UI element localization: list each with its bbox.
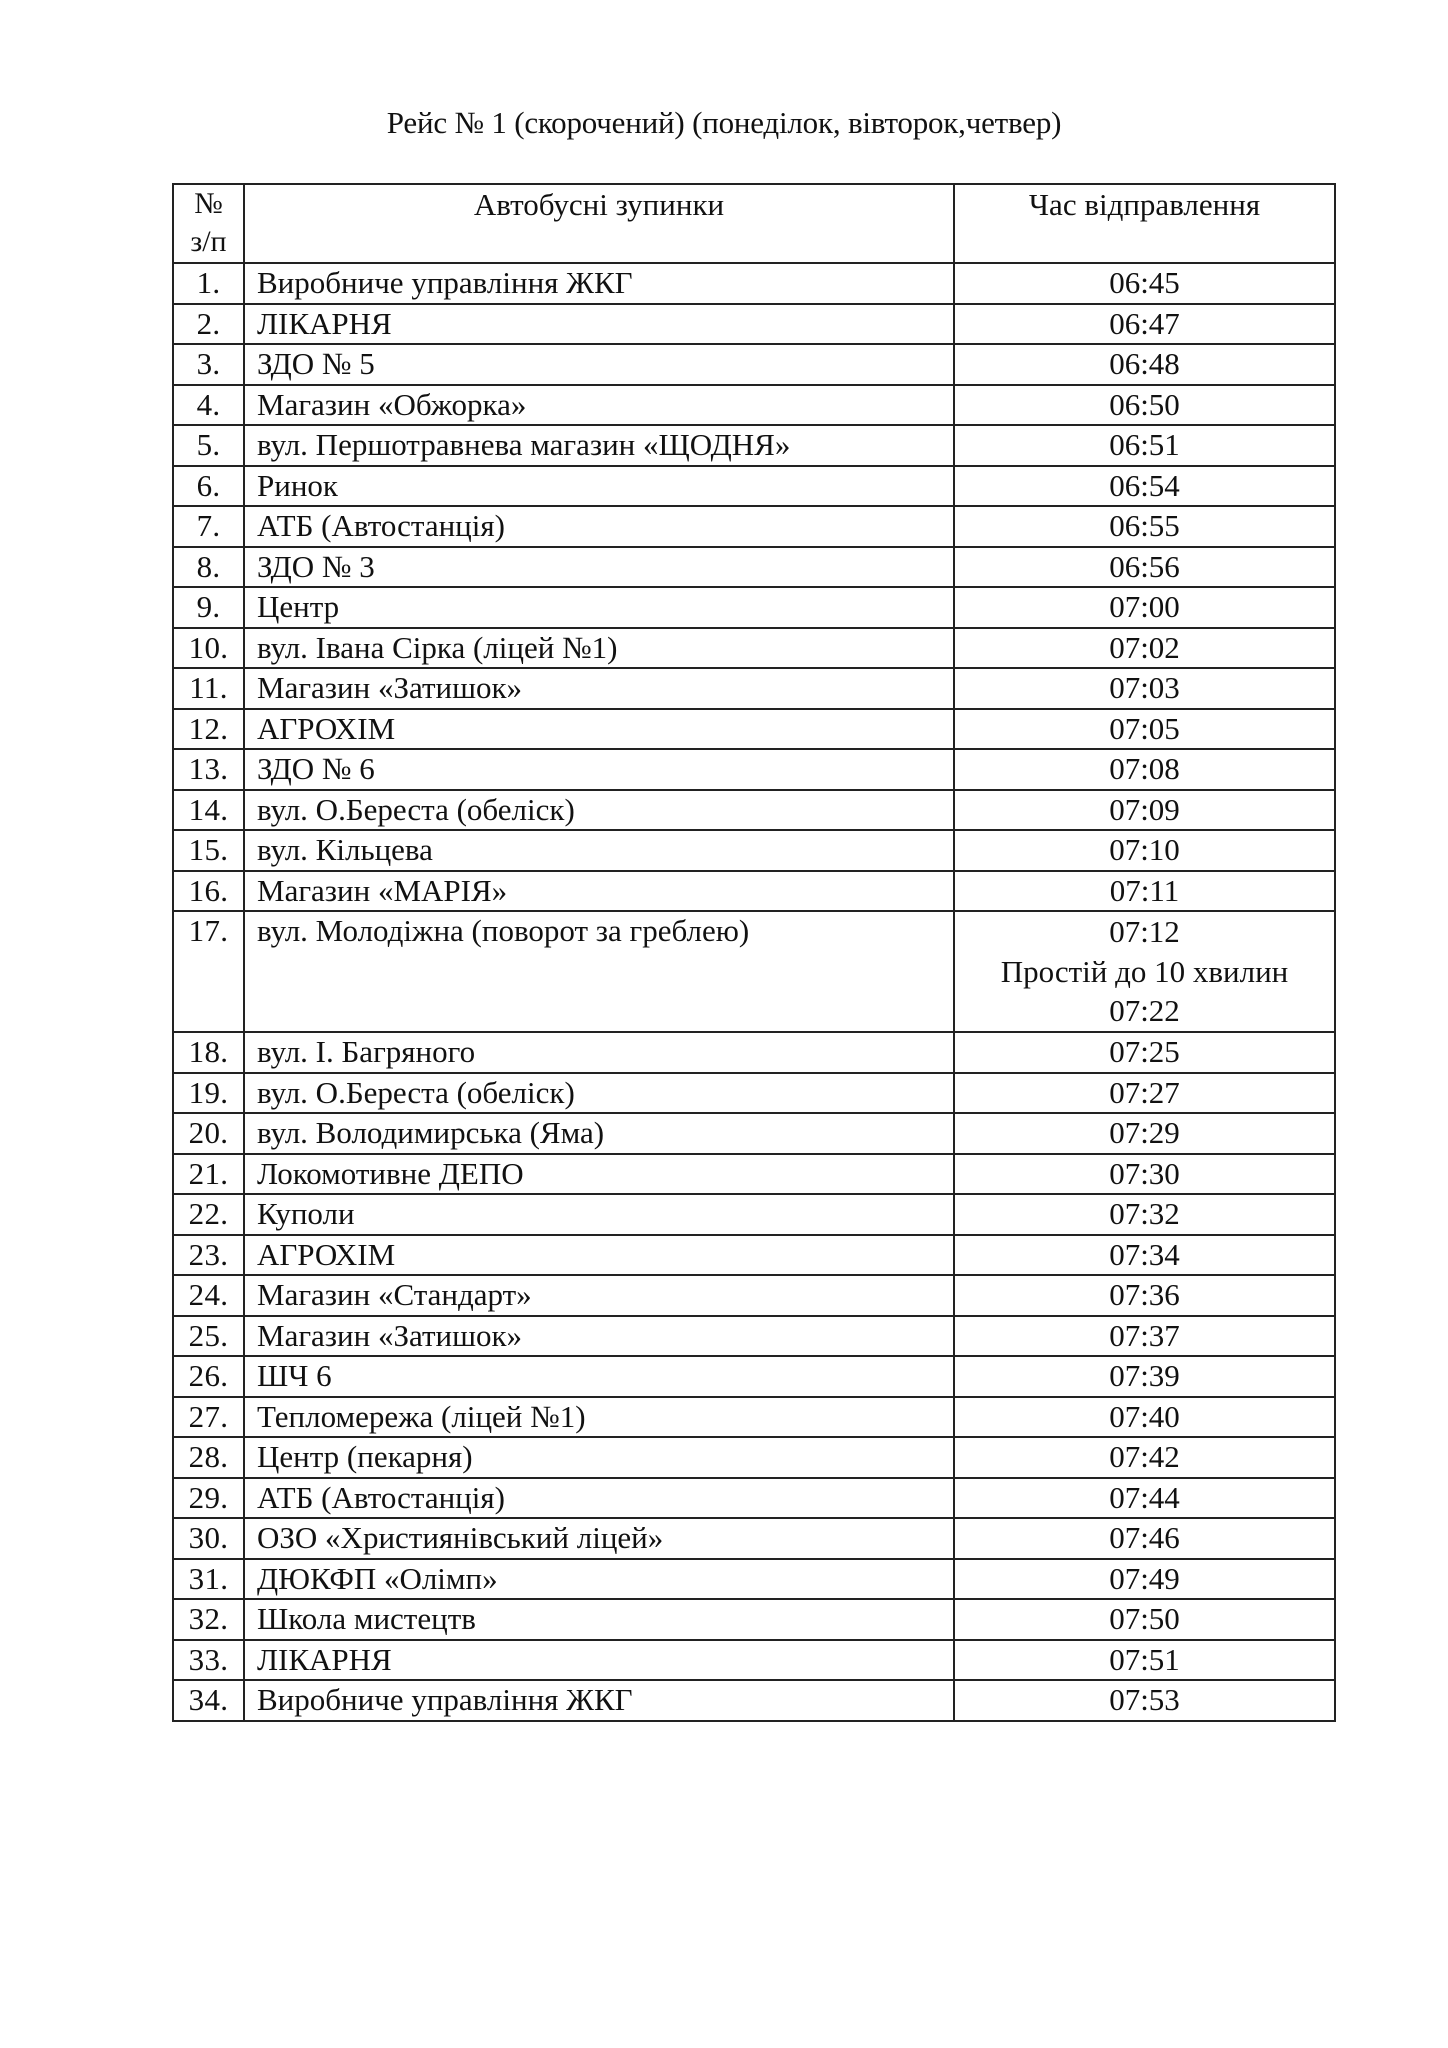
table-row (173, 304, 1335, 345)
stop-name: ЗДО № 6 (244, 749, 954, 790)
stop-name: ДЮКФП «Олімп» (244, 1559, 954, 1600)
stop-name: Центр (пекарня) (244, 1437, 954, 1478)
stop-name: вул. Кільцева (244, 830, 954, 871)
header-number-line1: № (194, 187, 223, 220)
departure-time: 07:02 (954, 628, 1335, 669)
row-number: 2. (173, 304, 244, 345)
departure-time: 07:10 (954, 830, 1335, 871)
table-row (173, 668, 1335, 709)
departure-time: 07:08 (954, 749, 1335, 790)
row-number: 8. (173, 547, 244, 588)
stop-name: ШЧ 6 (244, 1356, 954, 1397)
row-number: 9. (173, 587, 244, 628)
table-row (173, 1356, 1335, 1397)
stop-name: Тепломережа (ліцей №1) (244, 1397, 954, 1438)
stop-name: АТБ (Автостанція) (244, 506, 954, 547)
table-row (173, 1397, 1335, 1438)
departure-time: 07:29 (954, 1113, 1335, 1154)
stop-name: Куполи (244, 1194, 954, 1235)
stop-name: Магазин «МАРІЯ» (244, 871, 954, 912)
departure-time: 06:54 (954, 466, 1335, 507)
stop-name: вул. Івана Сірка (ліцей №1) (244, 628, 954, 669)
row-number: 19. (173, 1073, 244, 1114)
row-number: 3. (173, 344, 244, 385)
table-row (173, 1073, 1335, 1114)
stop-name: вул. О.Береста (обеліск) (244, 790, 954, 831)
table-row-layover (173, 911, 1335, 1032)
row-number: 10. (173, 628, 244, 669)
row-number: 22. (173, 1194, 244, 1235)
departure-time: 07:40 (954, 1397, 1335, 1438)
stop-name: АГРОХІМ (244, 709, 954, 750)
row-number: 34. (173, 1680, 244, 1721)
departure-time: 07:11 (954, 871, 1335, 912)
arrival-time: 07:12 (1109, 914, 1180, 949)
departure-time: 07:25 (954, 1032, 1335, 1073)
stop-name: ОЗО «Християнівський ліцей» (244, 1518, 954, 1559)
departure-time: 07:39 (954, 1356, 1335, 1397)
departure-time: 07:51 (954, 1640, 1335, 1681)
table-row (173, 1275, 1335, 1316)
departure-time: 06:47 (954, 304, 1335, 345)
table-header-row (173, 184, 1335, 263)
departure-time: 07:09 (954, 790, 1335, 831)
row-number: 4. (173, 385, 244, 426)
row-number: 21. (173, 1154, 244, 1195)
table-row (173, 263, 1335, 304)
row-number: 30. (173, 1518, 244, 1559)
stop-name: вул. Першотравнева магазин «ЩОДНЯ» (244, 425, 954, 466)
table-row (173, 1478, 1335, 1519)
table-row (173, 425, 1335, 466)
stop-name: Виробниче управління ЖКГ (244, 1680, 954, 1721)
header-number (173, 184, 244, 263)
departure-time: 07:36 (954, 1275, 1335, 1316)
departure-time: 07:50 (954, 1599, 1335, 1640)
departure-time: 06:56 (954, 547, 1335, 588)
stop-name: Ринок (244, 466, 954, 507)
table-row (173, 871, 1335, 912)
row-number: 29. (173, 1478, 244, 1519)
row-number: 16. (173, 871, 244, 912)
table-row (173, 790, 1335, 831)
stop-name: АГРОХІМ (244, 1235, 954, 1276)
departure-time: 06:45 (954, 263, 1335, 304)
stop-name: Локомотивне ДЕПО (244, 1154, 954, 1195)
stop-name: Школа мистецтв (244, 1599, 954, 1640)
row-number: 6. (173, 466, 244, 507)
departure-time: 07:42 (954, 1437, 1335, 1478)
departure-time-layover (954, 911, 1335, 1032)
row-number: 12. (173, 709, 244, 750)
stop-name: Магазин «Затишок» (244, 668, 954, 709)
departure-time: 06:55 (954, 506, 1335, 547)
stop-name: Центр (244, 587, 954, 628)
table-row (173, 1032, 1335, 1073)
header-number-line2: з/п (190, 225, 227, 258)
row-number: 33. (173, 1640, 244, 1681)
departure-time: 07:46 (954, 1518, 1335, 1559)
row-number: 26. (173, 1356, 244, 1397)
row-number: 13. (173, 749, 244, 790)
table-row (173, 1559, 1335, 1600)
table-row (173, 1437, 1335, 1478)
table-row (173, 1599, 1335, 1640)
row-number: 24. (173, 1275, 244, 1316)
table-row (173, 628, 1335, 669)
departure-time: 06:48 (954, 344, 1335, 385)
table-row (173, 1518, 1335, 1559)
departure-time: 07:53 (954, 1680, 1335, 1721)
table-row (173, 1235, 1335, 1276)
table-row (173, 466, 1335, 507)
departure-time: 07:22 (1109, 993, 1180, 1028)
departure-time: 06:50 (954, 385, 1335, 426)
departure-time: 07:37 (954, 1316, 1335, 1357)
layover-note: Простій до 10 хвилин (1000, 953, 1289, 989)
departure-time: 07:34 (954, 1235, 1335, 1276)
table-body (173, 263, 1335, 1721)
table-row (173, 709, 1335, 750)
row-number: 5. (173, 425, 244, 466)
stop-name: Магазин «Обжорка» (244, 385, 954, 426)
header-stops: Автобусні зупинки (244, 184, 954, 263)
row-number: 31. (173, 1559, 244, 1600)
row-number: 25. (173, 1316, 244, 1357)
departure-time: 06:51 (954, 425, 1335, 466)
row-number: 17. (173, 911, 244, 1032)
table-row (173, 1113, 1335, 1154)
stop-name: вул. І. Багряного (244, 1032, 954, 1073)
departure-time: 07:30 (954, 1154, 1335, 1195)
table-row (173, 1316, 1335, 1357)
row-number: 7. (173, 506, 244, 547)
table-row (173, 506, 1335, 547)
row-number: 1. (173, 263, 244, 304)
stop-name: Магазин «Стандарт» (244, 1275, 954, 1316)
departure-time: 07:05 (954, 709, 1335, 750)
departure-time: 07:27 (954, 1073, 1335, 1114)
header-departure-time: Час відправлення (954, 184, 1335, 263)
departure-time: 07:32 (954, 1194, 1335, 1235)
table-row (173, 1154, 1335, 1195)
stop-name: АТБ (Автостанція) (244, 1478, 954, 1519)
schedule-table (172, 183, 1336, 1722)
row-number: 18. (173, 1032, 244, 1073)
stop-name: ЛІКАРНЯ (244, 1640, 954, 1681)
stop-name: вул. Молодіжна (поворот за греблею) (244, 911, 954, 1032)
departure-time: 07:44 (954, 1478, 1335, 1519)
table-row (173, 385, 1335, 426)
table-row (173, 830, 1335, 871)
departure-time: 07:49 (954, 1559, 1335, 1600)
row-number: 14. (173, 790, 244, 831)
table-row (173, 1194, 1335, 1235)
table-row (173, 1640, 1335, 1681)
stop-name: ЗДО № 3 (244, 547, 954, 588)
row-number: 23. (173, 1235, 244, 1276)
row-number: 20. (173, 1113, 244, 1154)
stop-name: Виробниче управління ЖКГ (244, 263, 954, 304)
stop-name: вул. О.Береста (обеліск) (244, 1073, 954, 1114)
table-row (173, 587, 1335, 628)
stop-name: вул. Володимирська (Яма) (244, 1113, 954, 1154)
row-number: 11. (173, 668, 244, 709)
stop-name: ЗДО № 5 (244, 344, 954, 385)
departure-time: 07:03 (954, 668, 1335, 709)
stop-name: Магазин «Затишок» (244, 1316, 954, 1357)
table-row (173, 344, 1335, 385)
stop-name: ЛІКАРНЯ (244, 304, 954, 345)
table-row (173, 547, 1335, 588)
table-row (173, 749, 1335, 790)
table-row (173, 1680, 1335, 1721)
row-number: 27. (173, 1397, 244, 1438)
row-number: 32. (173, 1599, 244, 1640)
row-number: 15. (173, 830, 244, 871)
departure-time: 07:00 (954, 587, 1335, 628)
row-number: 28. (173, 1437, 244, 1478)
document-title: Рейс № 1 (скорочений) (понеділок, вівторок,четвер) (386, 105, 1062, 140)
